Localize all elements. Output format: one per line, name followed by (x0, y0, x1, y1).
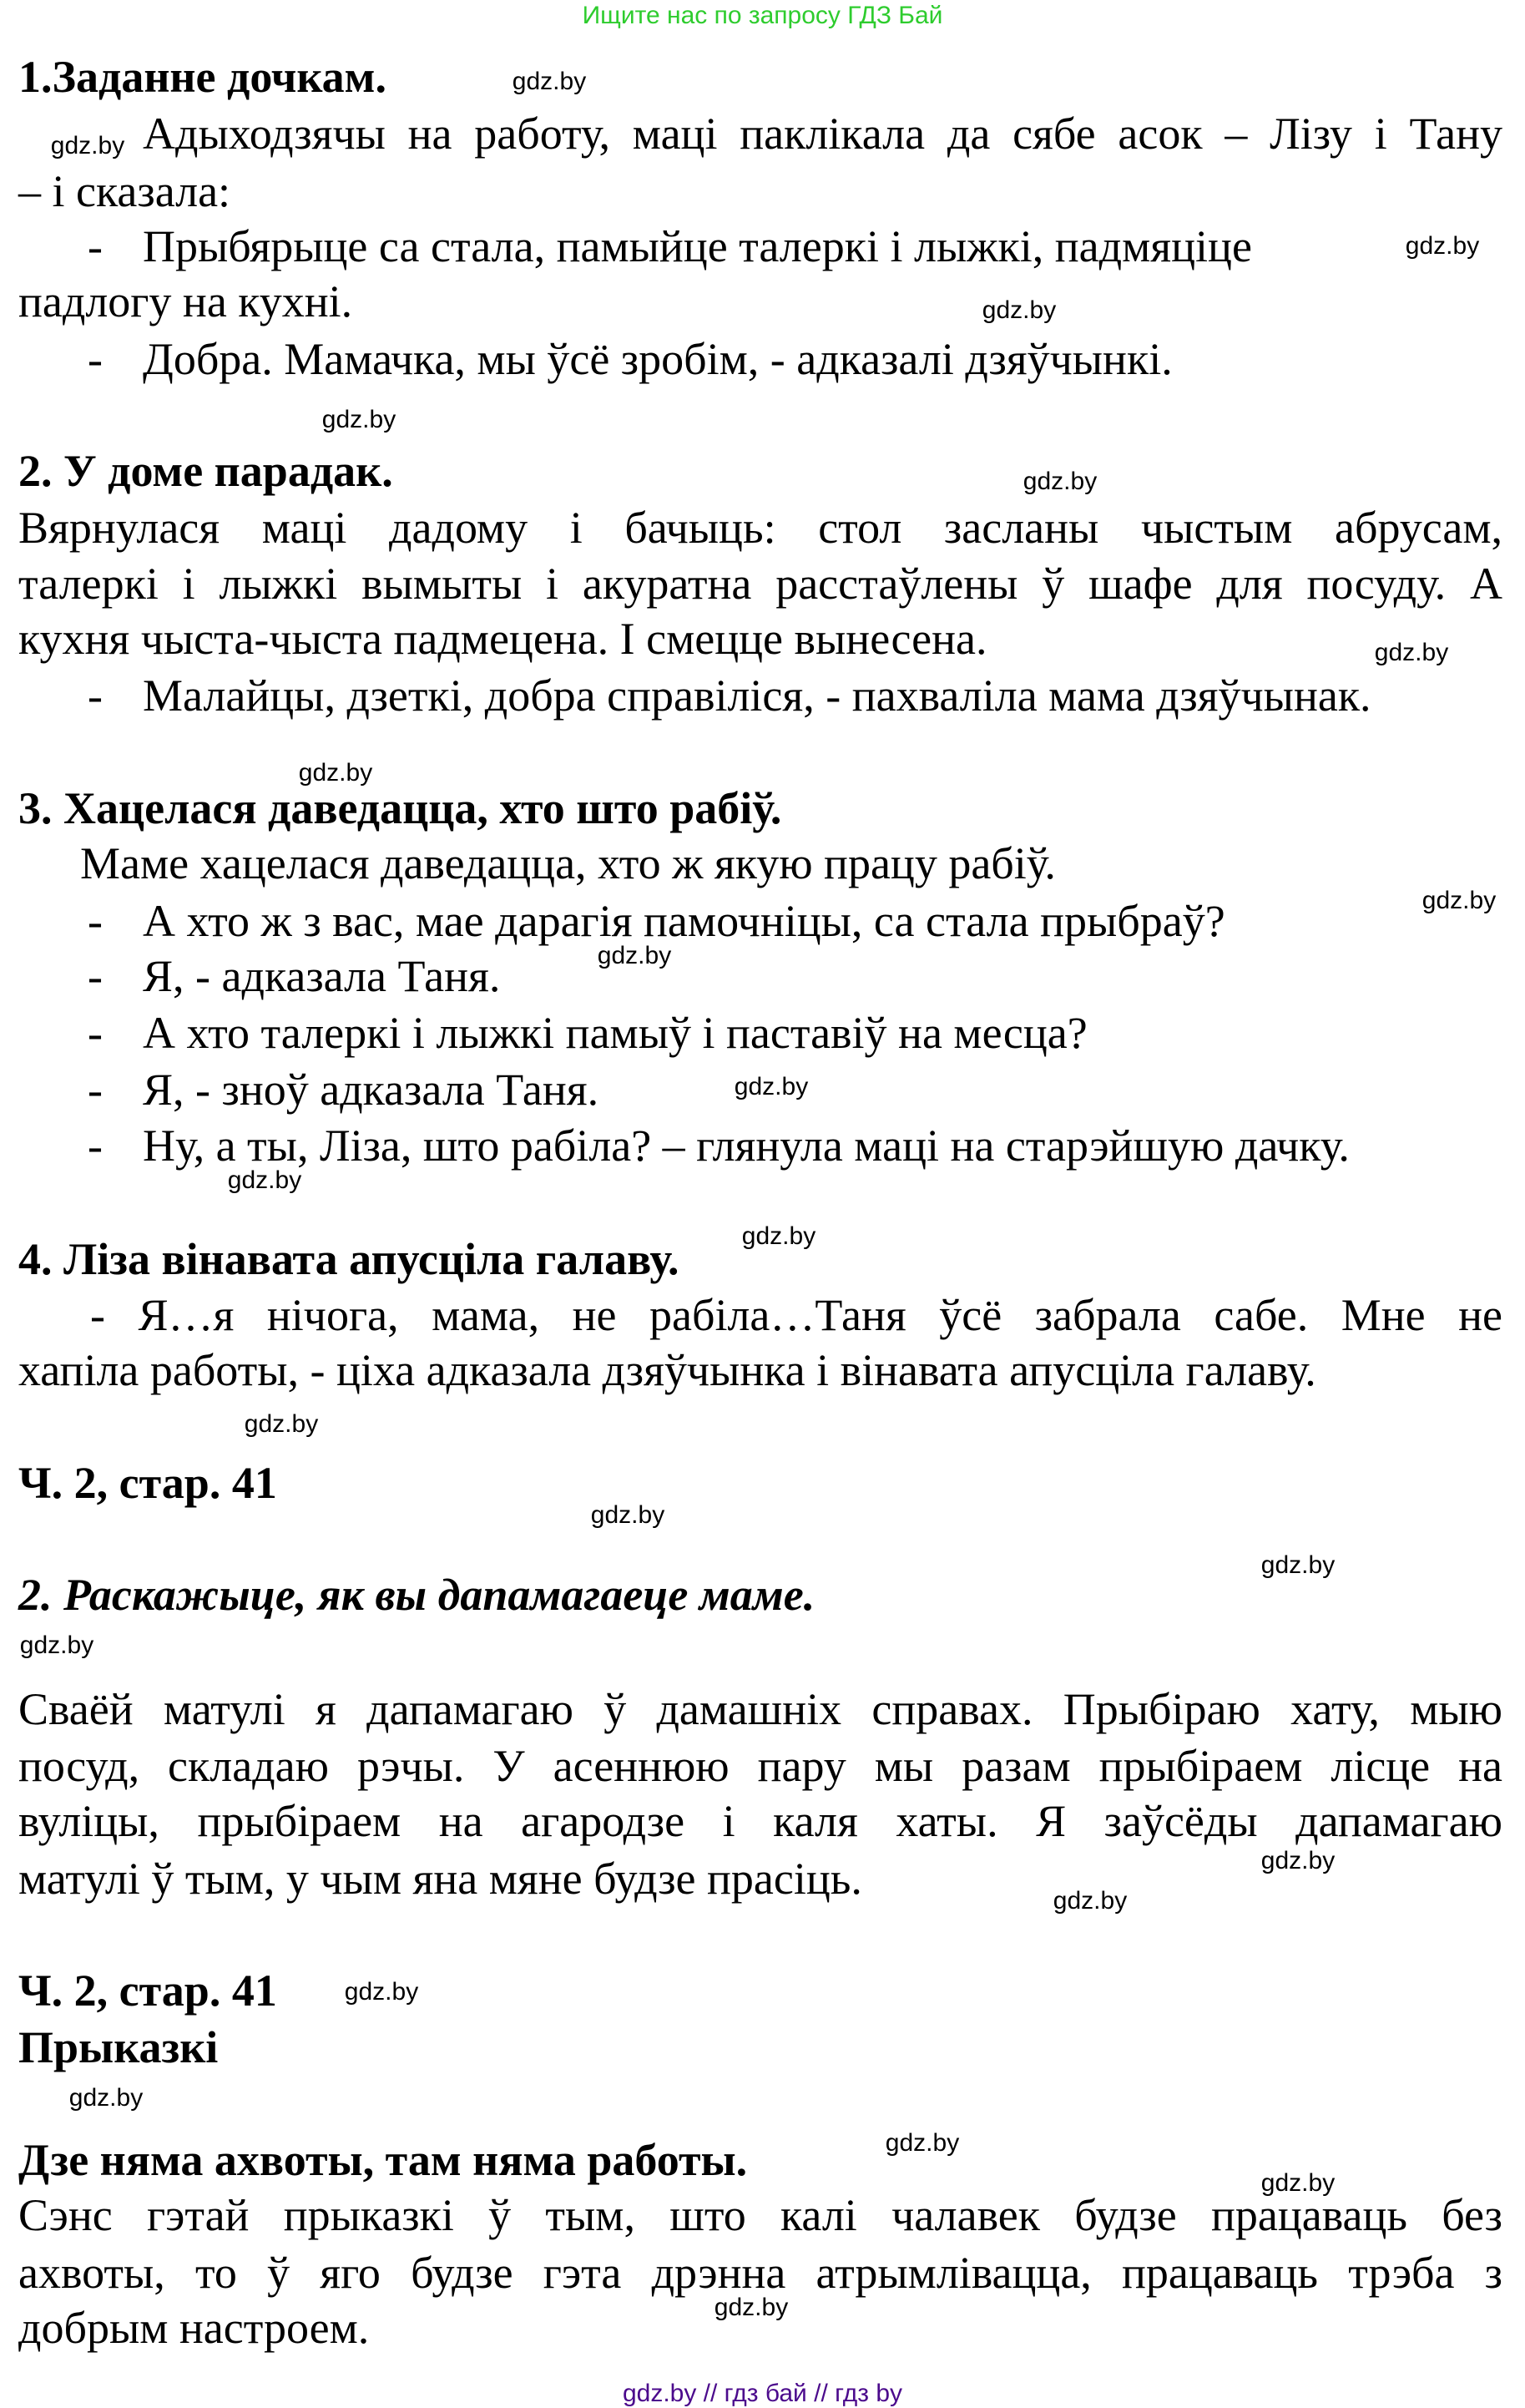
watermark: gdz.by (1405, 232, 1480, 260)
dialog-text: А хто ж з вас, мае дарагія памочніцы, са стала прыбраў? (143, 896, 1225, 946)
paragraph-line: кухня чыста-чыста падмецена. І смецце вынесена. (18, 614, 987, 664)
watermark: gdz.by (298, 759, 373, 787)
watermark: gdz.by (1260, 2169, 1336, 2197)
page-reference: Ч. 2, стар. 41 (18, 1965, 277, 2016)
paragraph-line: добрым настроем. (18, 2303, 370, 2353)
paragraph-line: матулі ў тым, у чым яна мяне будзе прасіць. (18, 1854, 862, 1904)
watermark: gdz.by (1421, 887, 1497, 914)
dash: - (88, 670, 103, 721)
paragraph-line: Сваёй матулі я дапамагаю ў дамашніх справах. Прыбіраю хату, мыю (18, 1684, 1502, 1734)
watermark: gdz.by (714, 2294, 789, 2321)
watermark: gdz.by (344, 1978, 419, 2006)
paragraph-line: Маме хацелася даведацца, хто ж якую працу рабіў. (80, 838, 1056, 888)
paragraph-line: вуліцы, прыбіраем на агародзе і каля хаты. Я заўсёды дапамагаю (18, 1796, 1502, 1846)
dialog-text: Прыбярыце са стала, памыйце талеркі і лыжкі, падмяціце (143, 221, 1252, 271)
watermark: gdz.by (227, 1166, 302, 1194)
watermark: gdz.by (244, 1410, 319, 1438)
dialog-text: А хто талеркі і лыжкі памыў і паставіў на месца? (143, 1008, 1088, 1058)
dash: - (88, 1008, 103, 1058)
watermark: gdz.by (68, 2084, 144, 2112)
dash: - (88, 221, 103, 271)
paragraph-line: ахвоты, то ў яго будзе гэта дрэнна атрымлівацца, працаваць трэба з (18, 2248, 1502, 2298)
paragraph-line: хапіла работы, - ціха адказала дзяўчынка і вінавата апусціла галаву. (18, 1345, 1316, 1395)
header-banner[interactable]: Ищите нас по запросу ГДЗ Бай (582, 2, 943, 29)
dash: - (88, 1121, 103, 1171)
paragraph-line: Сэнс гэтай прыказкі ў тым, што калі чалавек будзе працаваць без (18, 2190, 1502, 2240)
watermark: gdz.by (50, 132, 125, 159)
heading-4: 4. Ліза вінавата апусціла галаву. (18, 1234, 679, 1284)
watermark: gdz.by (1374, 639, 1449, 666)
watermark: gdz.by (597, 942, 672, 969)
dialog-text: Я, - зноў адказала Таня. (143, 1065, 599, 1115)
paragraph-line: Адыходзячы на работу, маці паклікала да сябе асок – Лізу і Тану (143, 109, 1502, 159)
watermark: gdz.by (321, 406, 396, 433)
heading-3: 3. Хацелася даведацца, хто што рабіў. (18, 783, 782, 833)
dialog-text: Малайцы, дзеткі, добра справіліся, - пахваліла мама дзяўчынак. (143, 670, 1371, 721)
dash: - (88, 1065, 103, 1115)
section-title: Прыказкі (18, 2022, 219, 2072)
watermark: gdz.by (512, 68, 587, 95)
task-heading: 2. Раскажыце, як вы дапамагаеце маме. (18, 1570, 816, 1620)
page-reference: Ч. 2, стар. 41 (18, 1458, 277, 1508)
watermark: gdz.by (982, 296, 1057, 324)
paragraph-line: - Я…я нічога, мама, не рабіла…Таня ўсё забрала сабе. Мне не (90, 1290, 1502, 1340)
paragraph-line: Вярнулася маці дадому і бачыць: стол засланы чыстым абрусам, (18, 503, 1502, 553)
watermark: gdz.by (741, 1222, 816, 1250)
watermark: gdz.by (1260, 1551, 1336, 1579)
dash: - (88, 896, 103, 946)
paragraph-line: посуд, складаю рэчы. У асеннюю пару мы разам прыбіраем лісце на (18, 1741, 1502, 1791)
dash: - (88, 334, 103, 384)
dialog-text: Добра. Мамачка, мы ўсё зробім, - адказалі дзяўчынкі. (143, 334, 1173, 384)
watermark: gdz.by (590, 1501, 665, 1529)
paragraph-line: падлогу на кухні. (18, 276, 353, 326)
heading-1: 1.Заданне дочкам. (18, 52, 386, 102)
watermark: gdz.by (885, 2129, 960, 2157)
watermark: gdz.by (1023, 468, 1098, 495)
dialog-text: Я, - адказала Таня. (143, 951, 501, 1001)
proverb-heading: Дзе няма ахвоты, там няма работы. (18, 2135, 748, 2185)
footer-links[interactable]: gdz.by // гдз бай // гдз by (622, 2380, 903, 2407)
watermark: gdz.by (1260, 1847, 1336, 1874)
heading-2: 2. У доме парадак. (18, 446, 393, 496)
watermark: gdz.by (1053, 1887, 1128, 1915)
dialog-text: Ну, а ты, Ліза, што рабіла? – глянула маці на старэйшую дачку. (143, 1121, 1350, 1171)
paragraph-line: талеркі і лыжкі вымыты і акуратна расстаўлены ў шафе для посуду. А (18, 559, 1502, 609)
watermark: gdz.by (19, 1631, 94, 1659)
watermark: gdz.by (734, 1073, 809, 1100)
paragraph-line: – і сказала: (18, 166, 231, 216)
dash: - (88, 951, 103, 1001)
